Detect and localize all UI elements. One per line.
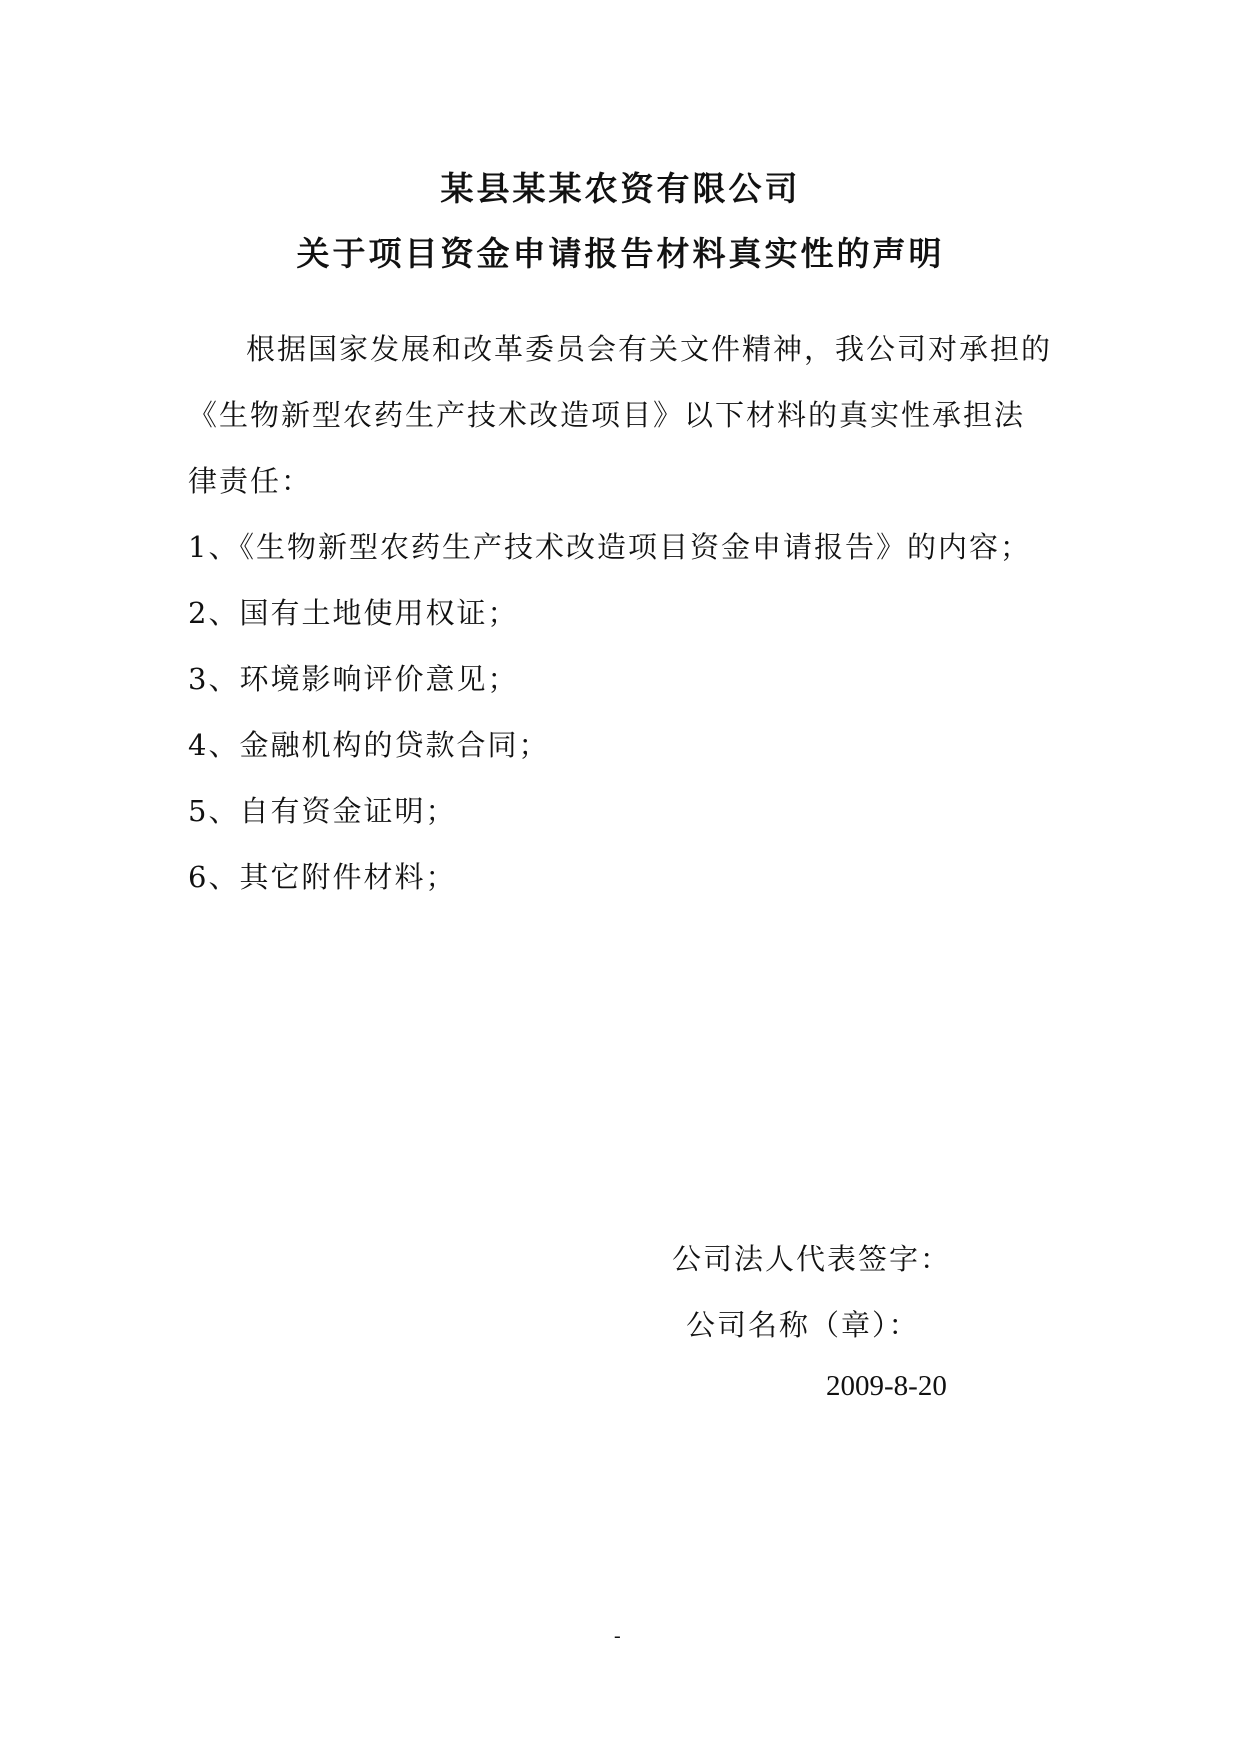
company-seal-label: 公司名称（章）： xyxy=(686,1308,920,1342)
list-item: 3、环境影响评价意见； xyxy=(188,662,519,696)
page-footer-mark: - xyxy=(614,1625,621,1647)
list-item: 6、其它附件材料； xyxy=(188,860,457,894)
paragraph-line-3: 律责任： xyxy=(188,464,313,498)
list-item: 5、自有资金证明； xyxy=(188,794,457,828)
company-name-heading: 某县某某农资有限公司 xyxy=(440,169,801,208)
statement-title: 关于项目资金申请报告材料真实性的声明 xyxy=(296,234,945,273)
list-item: 1、《生物新型农药生产技术改造项目资金申请报告》的内容； xyxy=(188,530,1031,564)
list-item: 2、国有土地使用权证； xyxy=(188,596,519,630)
list-item: 4、金融机构的贷款合同； xyxy=(188,728,550,762)
paragraph-line-1: 根据国家发展和改革委员会有关文件精神，我公司对承担的 xyxy=(246,332,1053,366)
representative-signature-label: 公司法人代表签字： xyxy=(672,1242,952,1276)
statement-date: 2009-8-20 xyxy=(826,1370,947,1402)
paragraph-line-2: 《生物新型农药生产技术改造项目》以下材料的真实性承担法 xyxy=(188,398,1026,432)
